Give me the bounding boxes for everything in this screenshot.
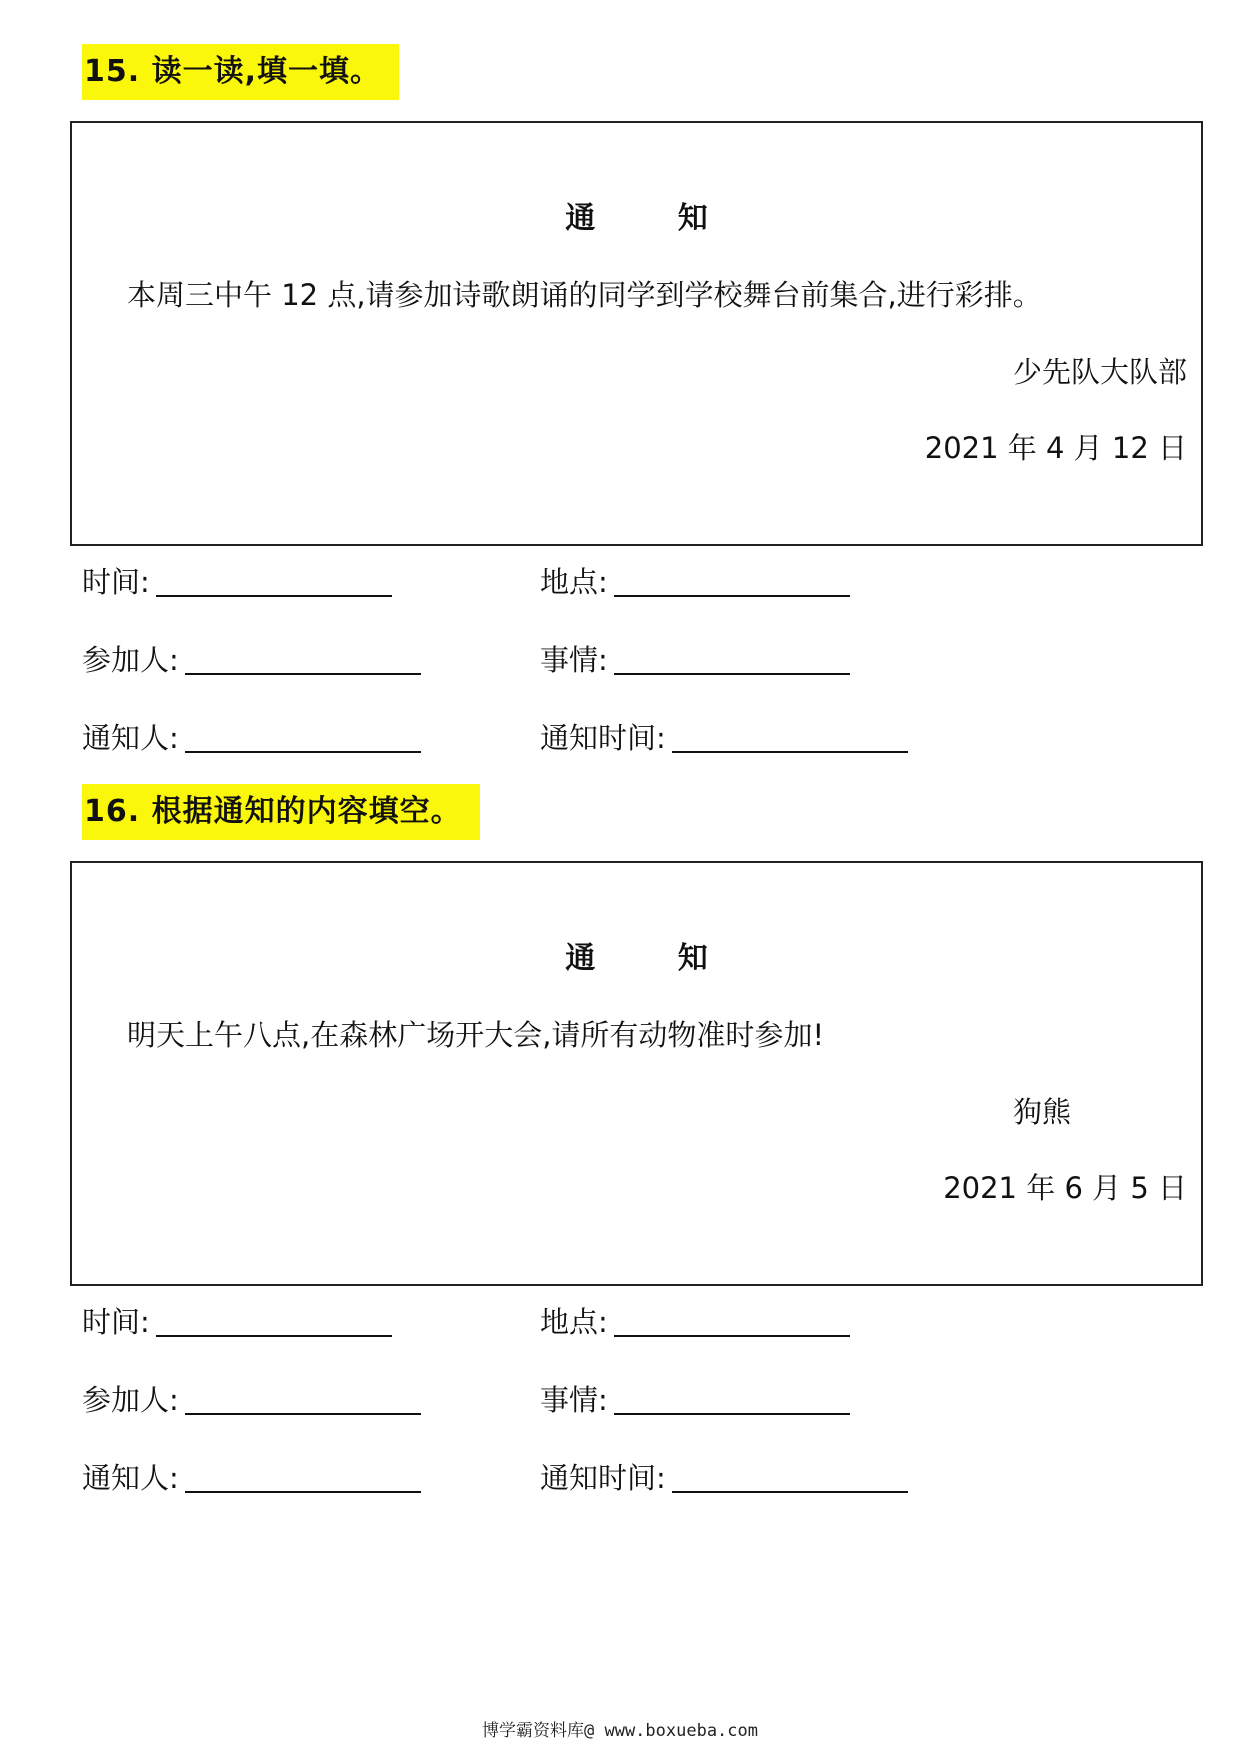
- field-time: [82, 1300, 392, 1341]
- answer-blank[interactable]: [672, 1465, 908, 1493]
- field-place: [540, 560, 850, 601]
- answer-blank[interactable]: [156, 1309, 392, 1337]
- answer-blank[interactable]: [185, 725, 421, 753]
- notice-signer: 少先队大队部: [1012, 355, 1187, 389]
- answer-blank[interactable]: [614, 647, 850, 675]
- field-participants: [82, 638, 421, 679]
- field-label: 通知时间:: [540, 721, 666, 755]
- notice-signer: 狗熊: [1012, 1095, 1071, 1129]
- field-label: 事情:: [540, 643, 608, 677]
- field-notify-time: [540, 716, 908, 757]
- field-time: [82, 560, 392, 601]
- notice-date: 2021 年 6 月 5 日: [943, 1171, 1187, 1205]
- question-15-title: 15. 读一读,填一填。: [82, 44, 399, 100]
- answer-blank[interactable]: [614, 1387, 850, 1415]
- field-label: 地点:: [540, 565, 608, 599]
- field-notify-time: [540, 1456, 908, 1497]
- footer-watermark: 博学霸资料库@ www.boxueba.com: [482, 1721, 758, 1741]
- answer-blank[interactable]: [185, 1387, 421, 1415]
- notice-box-15: [70, 121, 1203, 546]
- field-notifier: [82, 1456, 421, 1497]
- question-16-title: 16. 根据通知的内容填空。: [82, 784, 480, 840]
- notice-heading: 通 知: [565, 201, 744, 236]
- field-label: 参加人:: [82, 643, 179, 677]
- answer-blank[interactable]: [185, 1465, 421, 1493]
- notice-body: 本周三中午 12 点,请参加诗歌朗诵的同学到学校舞台前集合,进行彩排。: [127, 278, 1042, 312]
- field-matter: [540, 1378, 850, 1419]
- answer-blank[interactable]: [614, 1309, 850, 1337]
- field-matter: [540, 638, 850, 679]
- answer-blank[interactable]: [185, 647, 421, 675]
- notice-date: 2021 年 4 月 12 日: [924, 431, 1187, 465]
- answer-blank[interactable]: [614, 569, 850, 597]
- field-participants: [82, 1378, 421, 1419]
- notice-heading: 通 知: [565, 941, 744, 976]
- field-place: [540, 1300, 850, 1341]
- field-label: 通知时间:: [540, 1461, 666, 1495]
- field-label: 通知人:: [82, 721, 179, 755]
- field-label: 时间:: [82, 565, 150, 599]
- field-label: 事情:: [540, 1383, 608, 1417]
- answer-blank[interactable]: [672, 725, 908, 753]
- answer-blank[interactable]: [156, 569, 392, 597]
- notice-box-16: [70, 861, 1203, 1286]
- field-label: 通知人:: [82, 1461, 179, 1495]
- field-label: 时间:: [82, 1305, 150, 1339]
- field-label: 参加人:: [82, 1383, 179, 1417]
- field-label: 地点:: [540, 1305, 608, 1339]
- notice-body: 明天上午八点,在森林广场开大会,请所有动物准时参加!: [127, 1018, 825, 1052]
- field-notifier: [82, 716, 421, 757]
